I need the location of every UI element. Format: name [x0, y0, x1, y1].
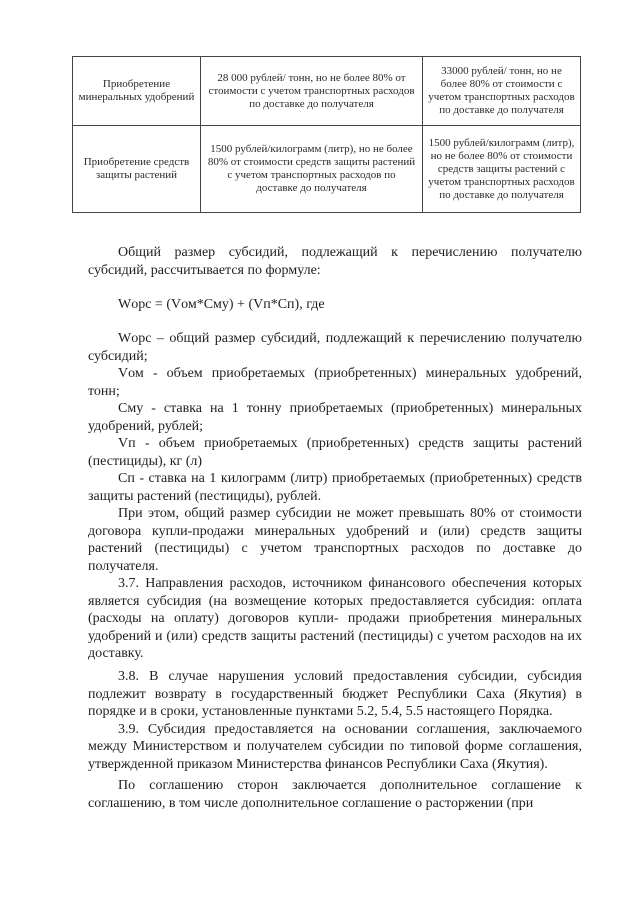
table-row: [73, 126, 581, 213]
definition-smy: Смy - ставка на 1 тонну приобретаемых (приобретенных) минеральных удобрений, рублей;: [88, 401, 582, 434]
paragraph-agreement: По соглашению сторон заключается дополнительное соглашение к соглашению, в том числе дополнительное соглашение о расторжении (при: [88, 778, 582, 811]
table-cell-rate: 1500 рублей/килограмм (литр), но не более 80% от стоимости средств защиты растений с учетом транспортных расходов по доставке до получателя: [423, 126, 581, 213]
paragraph-3-7: 3.7. Направления расходов, источником финансового обеспечения которых является субсидия (на возмещение которых предоставляется субсидия: оплата (расходы на оплату) договоров купли- продажи приобретения минеральных удобрений и (или) средств защиты растений (пестициды) с учетом расходов на их доставку.: [88, 576, 582, 661]
definition-w: Wорс – общий размер субсидий, подлежащий к перечислению получателю субсидий;: [88, 331, 582, 364]
table-cell-rate: 33000 рублей/ тонн, но не более 80% от стоимости с учетом транспортных расходов по доставке до получателя: [423, 57, 581, 126]
section-3-8-3-9: [88, 668, 582, 812]
paragraph: Общий размер субсидий, подлежащий к перечислению получателю субсидий, рассчитывается по формуле:: [88, 245, 582, 278]
definition-sp: Сп - ставка на 1 килограмм (литр) приобретаемых (приобретенных) средств защиты растений (пестициды), рублей.: [88, 471, 582, 504]
paragraph-limit: При этом, общий размер субсидии не может превышать 80% от стоимости договора купли-продажи минеральных удобрений и (или) средств защиты растений (пестициды) с учетом транспортных расходов по доставке до получателя.: [88, 506, 582, 574]
formula-intro: [88, 244, 582, 279]
formula: Wорс = (Vом*Смy) + (Vп*Сп), где: [118, 297, 325, 312]
formula-block: [88, 296, 582, 314]
paragraph-3-8: 3.8. В случае нарушения условий предоставления субсидии, субсидия подлежит возврату в государственный бюджет Республики Саха (Якутия) в порядке и в сроки, установленные пунктами 5.2, 5.4, 5.5 настоящего Порядка.: [88, 669, 582, 719]
paragraph-3-9: 3.9. Субсидия предоставляется на основании соглашения, заключаемого между Министерством и получателем субсидии по типовой форме соглашения, утвержденной приказом Министерства финансов Республики Саха (Якутия).: [88, 721, 582, 772]
table-cell-item: Приобретение минеральных удобрений: [73, 57, 201, 126]
table-cell-item: Приобретение средств защиты растений: [73, 126, 201, 213]
subsidy-rates-table: [72, 56, 581, 213]
table-row: [73, 57, 581, 126]
definition-vom: Vом - объем приобретаемых (приобретенных) минеральных удобрений, тонн;: [88, 366, 582, 399]
table-cell-rate: 1500 рублей/килограмм (литр), но не более 80% от стоимости средств защиты растений с учетом транспортных расходов по доставке до получателя: [201, 126, 423, 213]
table-cell-rate: 28 000 рублей/ тонн, но не более 80% от стоимости с учетом транспортных расходов по доставке до получателя: [201, 57, 423, 126]
formula-definitions: [88, 330, 582, 663]
definition-vp: Vп - объем приобретаемых (приобретенных) средств защиты растений (пестициды), кг (л): [88, 436, 582, 469]
